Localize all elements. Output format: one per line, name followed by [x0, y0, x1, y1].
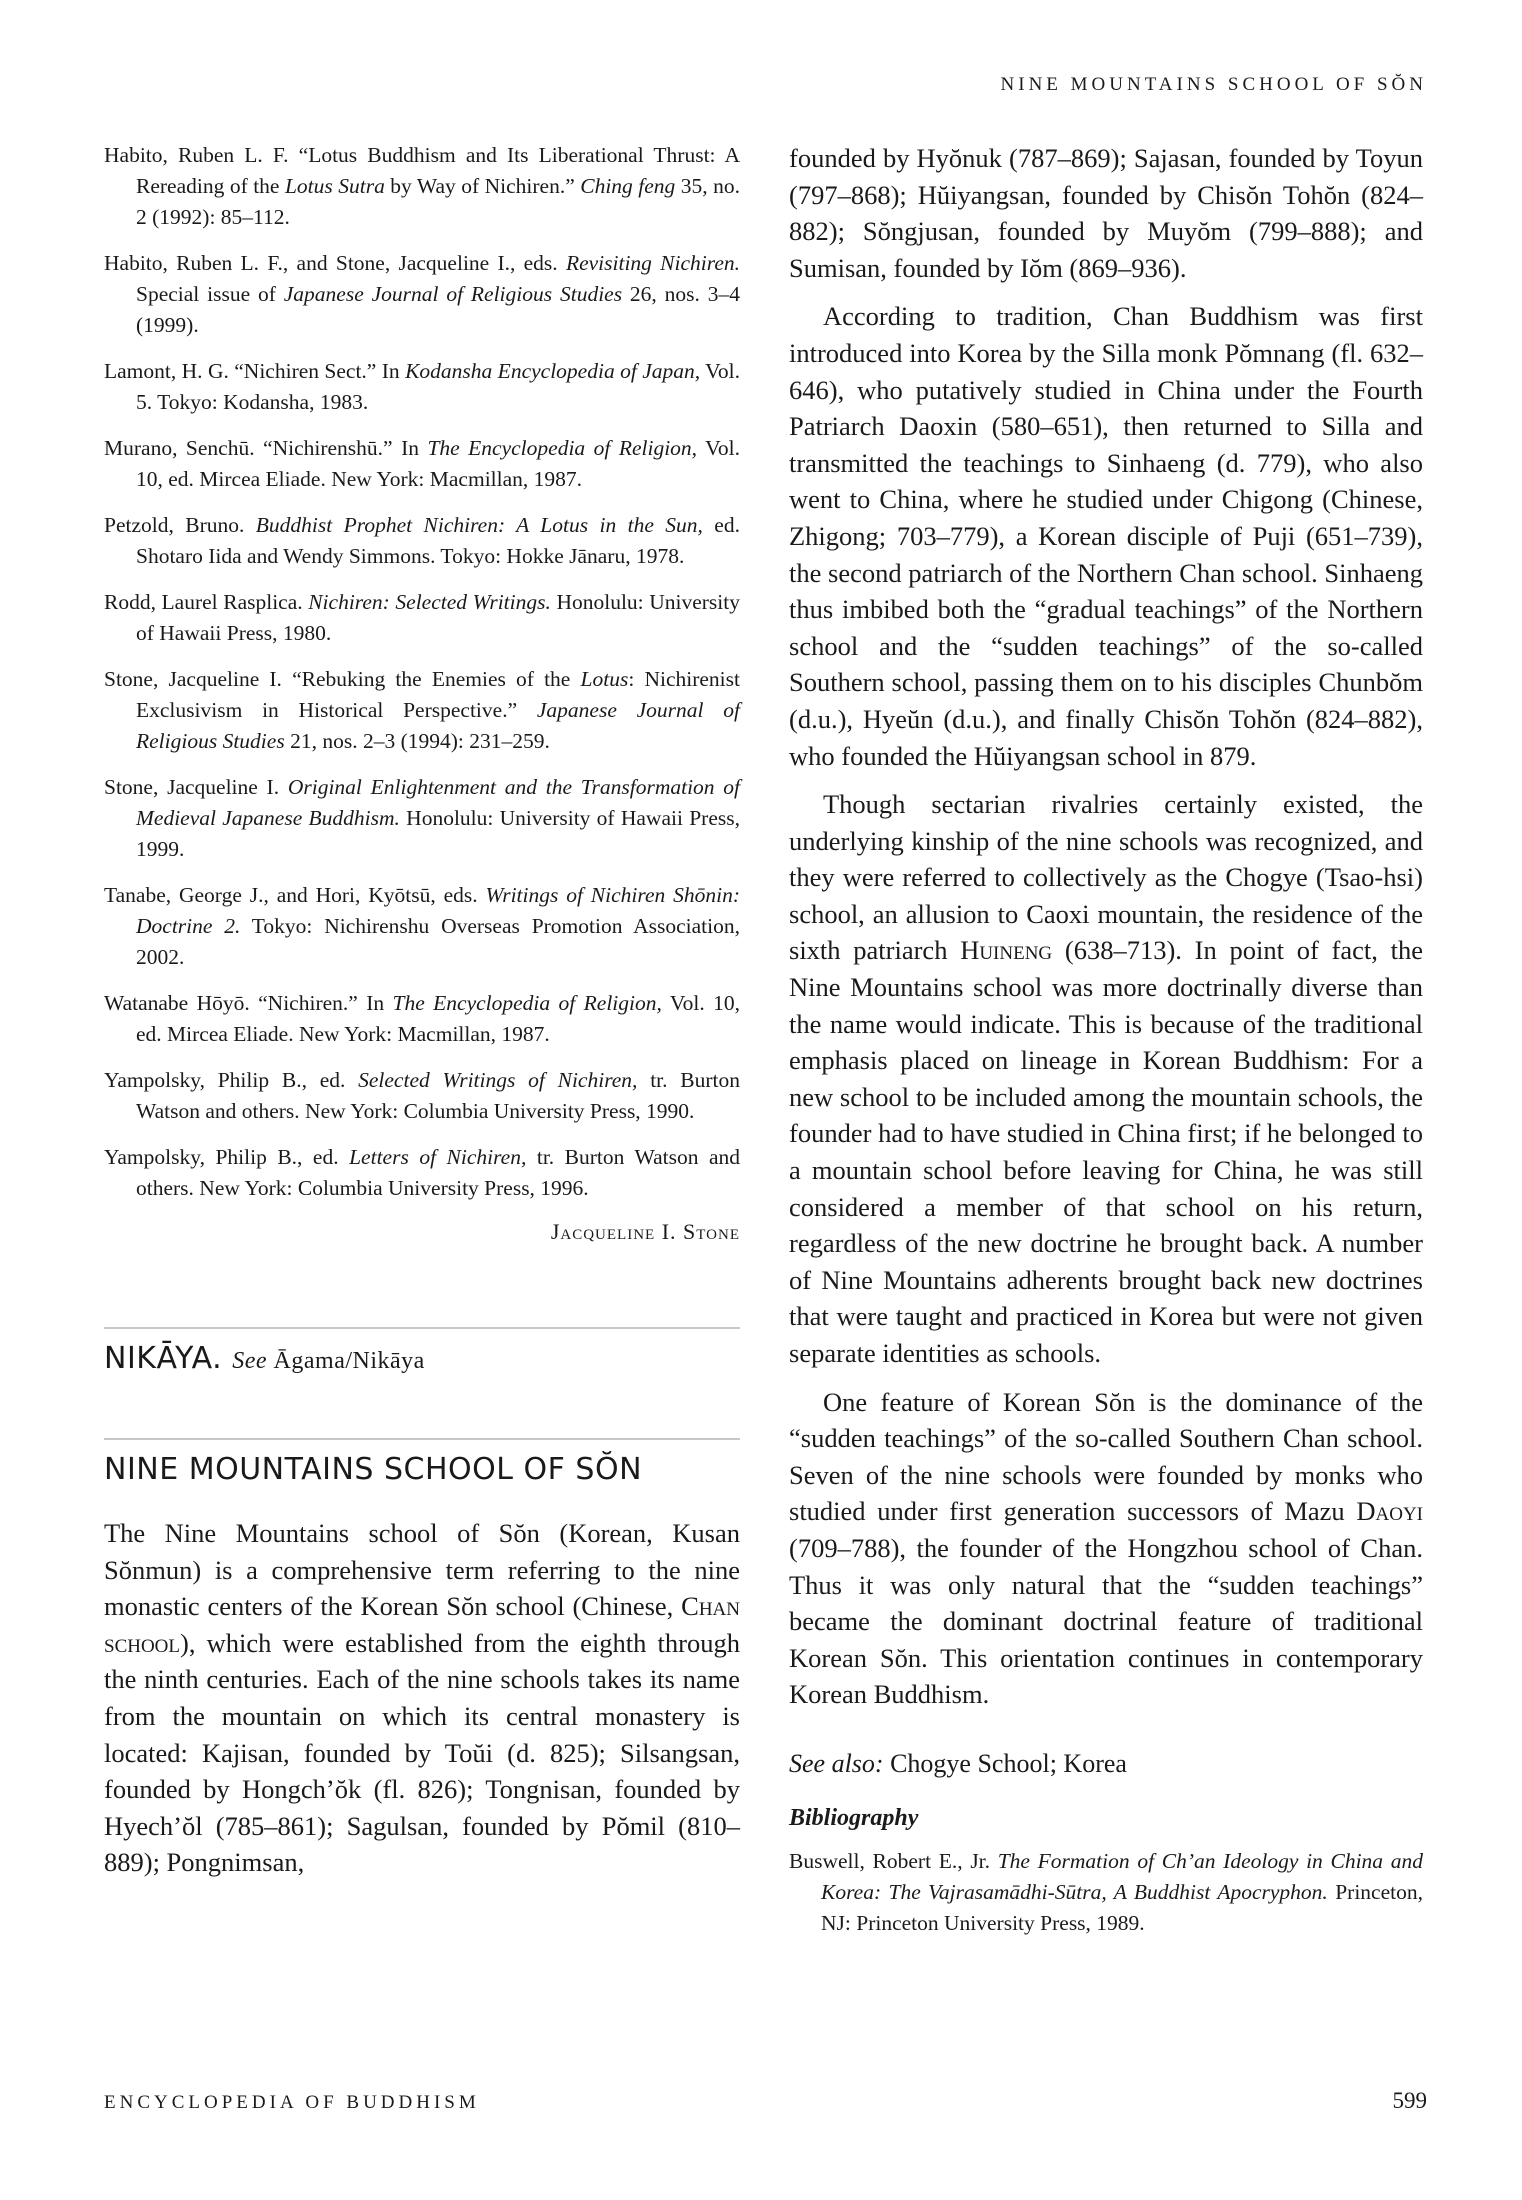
entry-title-nikaya: NIKĀYA. — [104, 1341, 223, 1376]
bibliography-entry: Petzold, Bruno. Buddhist Prophet Nichiren: A Lotus in the Sun, ed. Shotaro Iida and Wendy Simmons. Tokyo: Hokke Jānaru, 1978. — [104, 513, 740, 568]
cross-reference-link[interactable]: Āgama/Nikāya — [273, 1348, 425, 1374]
paragraph-1-cont: founded by Hyŏnuk (787–869); Sajasan, founded by Toyun (797–868); Hŭiyangsan, founded by Chisŏn Tohŏn (824–882); Sŏngjusan, founded by Muyŏm (799–888); and Sumisan, founded by Iŏm (869–936). — [789, 143, 1423, 283]
cross-reference-link[interactable]: Huineng — [960, 935, 1053, 966]
bibliography-entry: Yampolsky, Philip B., ed. Selected Writings of Nichiren, tr. Burton Watson and others. New York: Columbia University Press, 1990. — [104, 1068, 740, 1123]
left-column — [104, 140, 740, 1881]
bibliography-entry: Rodd, Laurel Rasplica. Nichiren: Selected Writings. Honolulu: University of Hawaii Press, 1980. — [104, 590, 740, 645]
bibliography-heading: Bibliography — [789, 1804, 919, 1831]
entry-title-nine-mountains: NINE MOUNTAINS SCHOOL OF SŎN — [104, 1452, 643, 1487]
paragraph-4: One feature of Korean Sŏn is the dominance of the “sudden teachings” of the so-called Southern Chan school. Seven of the nine schools were founded by monks who studied under first generation successors of Mazu Daoyi (709–788), the founder of the Hongzhou school of Chan. Thus it was only natural that the “sudden teachings” became the dominant doctrinal feature of traditional Korean Sŏn. This orientation continues in contemporary Korean Buddhism. — [789, 1386, 1423, 1710]
footer-title: ENCYCLOPEDIA OF BUDDHISM — [104, 2092, 480, 2113]
see-also: See also: Chogye School; Korea — [789, 1748, 1127, 1778]
bibliography-entry: Stone, Jacqueline I. “Rebuking the Enemies of the Lotus: Nichirenist Exclusivism in Historical Perspective.” Japanese Journal of Religious Studies 21, nos. 2–3 (1994): 231–259. — [104, 667, 740, 753]
running-head: NINE MOUNTAINS SCHOOL OF SŎN — [1000, 74, 1427, 95]
bibliography-entry: Yampolsky, Philip B., ed. Letters of Nichiren, tr. Burton Watson and others. New York: Columbia University Press, 1996. — [104, 1145, 741, 1200]
cross-reference-link[interactable]: Daoyi — [1356, 1496, 1423, 1527]
paragraph-1: The Nine Mountains school of Sŏn (Korean, Kusan Sŏnmun) is a comprehensive term referring to the nine monastic centers of the Korean Sŏn school (Chinese, Chan school), which were established from the eighth through the ninth centuries. Each of the nine schools takes its name from the mountain on which its central monastery is located: Kajisan, founded by Toŭi (d. 825); Silsangsan, founded by Hongch’ŏk (fl. 826); Tongnisan, founded by Hyech’ŏl (785–861); Sagulsan, founded by Pŏmil (810–889); Pongnimsan, — [104, 1518, 740, 1878]
bibliography-entry: Lamont, H. G. “Nichiren Sect.” In Kodansha Encyclopedia of Japan, Vol. 5. Tokyo: Kodansha, 1983. — [104, 359, 741, 414]
author-signature: Jacqueline I. Stone — [550, 1219, 740, 1244]
bibliography-entry: Stone, Jacqueline I. Original Enlightenment and the Transformation of Medieval Japanese Buddhism. Honolulu: University of Hawaii Press, 1999. — [104, 775, 741, 861]
entry-head-nikaya — [104, 1341, 740, 1376]
page-number: 599 — [1392, 2088, 1427, 2113]
divider — [104, 1438, 740, 1440]
bibliography-list — [104, 140, 740, 1204]
right-column — [789, 140, 1423, 1954]
paragraph-2: According to tradition, Chan Buddhism was first introduced into Korea by the Silla monk Pŏmnang (fl. 632–646), who putatively studied in China under the Fourth Patriarch Daoxin (580–651), then returned to Silla and transmitted the teachings to Sinhaeng (d. 779), who also went to China, where he studied under Chigong (Chinese, Zhigong; 703–779), a Korean disciple of Puji (651–739), the second patriarch of the Northern Chan school. Sinhaeng thus imbibed both the “gradual teachings” of the Northern school and the “sudden teachings” of the so-called Southern school, passing them on to his disciples Chunbŏm (d.u.), Hyeŭn (d.u.), and finally Chisŏn Tohŏn (824–882), who founded the Hŭiyangsan school in 879. — [789, 301, 1423, 771]
bibliography-entry: Habito, Ruben L. F., and Stone, Jacqueline I., eds. Revisiting Nichiren. Special issue of Japanese Journal of Religious Studies 26, nos. 3–4 (1999). — [104, 251, 740, 337]
paragraph-3: Though sectarian rivalries certainly existed, the underlying kinship of the nine schools was recognized, and they were referred to collectively as the Chogye (Tsao-hsi) school, an allusion to Caoxi mountain, the residence of the sixth patriarch Huineng (638–713). In point of fact, the Nine Mountains school was more doctrinally diverse than the name would indicate. This is because of the traditional emphasis placed on lineage in Korean Buddhism: For a new school to be included among the mountain schools, the founder had to have studied in China first; if he belonged to a mountain school before leaving for China, he was still considered a member of that school on his return, regardless of the new doctrine he brought back. A number of Nine Mountains adherents brought back new doctrines that were taught and practiced in Korea but were not given separate identities as schools. — [789, 789, 1423, 1368]
cross-reference-link[interactable]: Chan school — [104, 1591, 740, 1658]
bibliography-entry: Habito, Ruben L. F. “Lotus Buddhism and Its Liberational Thrust: A Rereading of the Lotus Sutra by Way of Nichiren.” Ching feng 35, no. 2 (1992): 85–112. — [104, 143, 740, 229]
bibliography-entry: Watanabe Hōyō. “Nichiren.” In The Encyclopedia of Religion, Vol. 10, ed. Mircea Eliade. New York: Macmillan, 1987. — [104, 991, 740, 1046]
bibliography-entry: Tanabe, George J., and Hori, Kyōtsū, eds. Writings of Nichiren Shōnin: Doctrine 2. Tokyo: Nichirenshu Overseas Promotion Association, 2002. — [104, 883, 740, 969]
bibliography-entry: Murano, Senchū. “Nichirenshū.” In The Encyclopedia of Religion, Vol. 10, ed. Mircea Eliade. New York: Macmillan, 1987. — [104, 436, 740, 491]
divider — [104, 1327, 740, 1329]
see-label: See — [232, 1348, 268, 1374]
bibliography-entry: Buswell, Robert E., Jr. The Formation of Ch’an Ideology in China and Korea: The Vajrasamādhi-Sūtra, A Buddhist Apocryphon. Princeton, NJ: Princeton University Press, 1989. — [789, 1848, 1423, 1935]
see-also-links[interactable]: Chogye School; Korea — [890, 1748, 1127, 1778]
